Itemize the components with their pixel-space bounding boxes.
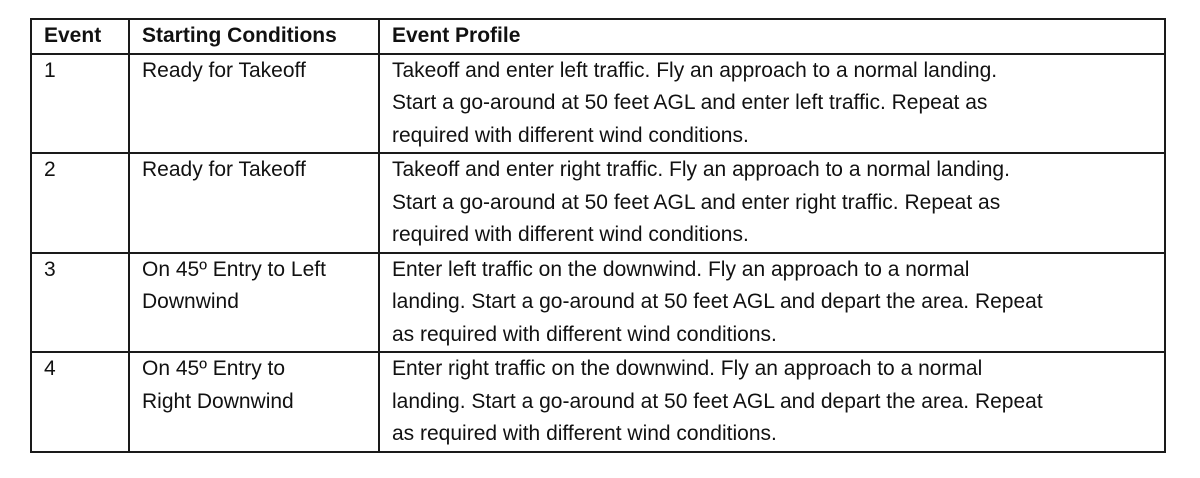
conditions-line: Ready for Takeoff bbox=[142, 158, 306, 181]
header-row bbox=[31, 19, 1165, 54]
event-profile bbox=[379, 153, 1165, 253]
profile-line: Start a go-around at 50 feet AGL and enter right traffic. Repeat as bbox=[392, 190, 1001, 214]
profile-line: required with different wind conditions. bbox=[392, 223, 749, 246]
profile-line: landing. Start a go-around at 50 feet AGL and depart the area. Repeat bbox=[392, 389, 1043, 413]
header-event: Event bbox=[31, 19, 129, 54]
starting-conditions bbox=[129, 253, 379, 353]
event-profile bbox=[379, 352, 1165, 452]
event-profile bbox=[379, 253, 1165, 353]
profile-line: as required with different wind conditions. bbox=[392, 322, 777, 346]
profile-line: landing. Start a go-around at 50 feet AGL and depart the area. Repeat bbox=[392, 290, 1043, 313]
profile-line: required with different wind conditions. bbox=[392, 123, 749, 147]
profile-line: Enter left traffic on the downwind. Fly an approach to a normal bbox=[392, 257, 970, 281]
profile-line: Enter right traffic on the downwind. Fly an approach to a normal bbox=[392, 357, 983, 380]
starting-conditions bbox=[129, 352, 379, 452]
event-number: 4 bbox=[31, 352, 129, 452]
event-number: 1 bbox=[31, 54, 129, 154]
event-number: 3 bbox=[31, 253, 129, 353]
conditions-line: Downwind bbox=[142, 290, 239, 313]
starting-conditions bbox=[129, 54, 379, 154]
header-starting-conditions: Starting Conditions bbox=[129, 19, 379, 54]
event-number: 2 bbox=[31, 153, 129, 253]
table-row bbox=[31, 153, 1165, 253]
conditions-line: Right Downwind bbox=[142, 389, 294, 413]
conditions-line: On 45º Entry to Left bbox=[142, 257, 326, 281]
profile-line: Start a go-around at 50 feet AGL and enter left traffic. Repeat as bbox=[392, 91, 988, 114]
conditions-line: Ready for Takeoff bbox=[142, 58, 306, 82]
conditions-line: On 45º Entry to bbox=[142, 357, 286, 380]
table-row bbox=[31, 253, 1165, 353]
header-event-profile: Event Profile bbox=[379, 19, 1165, 54]
starting-conditions bbox=[129, 153, 379, 253]
table-row bbox=[31, 54, 1165, 154]
profile-line: Takeoff and enter left traffic. Fly an approach to a normal landing. bbox=[392, 58, 998, 82]
event-profile bbox=[379, 54, 1165, 154]
events-table bbox=[30, 18, 1166, 453]
table-row bbox=[31, 352, 1165, 452]
profile-line: Takeoff and enter right traffic. Fly an approach to a normal landing. bbox=[392, 158, 1010, 181]
profile-line: as required with different wind conditions. bbox=[392, 422, 777, 445]
